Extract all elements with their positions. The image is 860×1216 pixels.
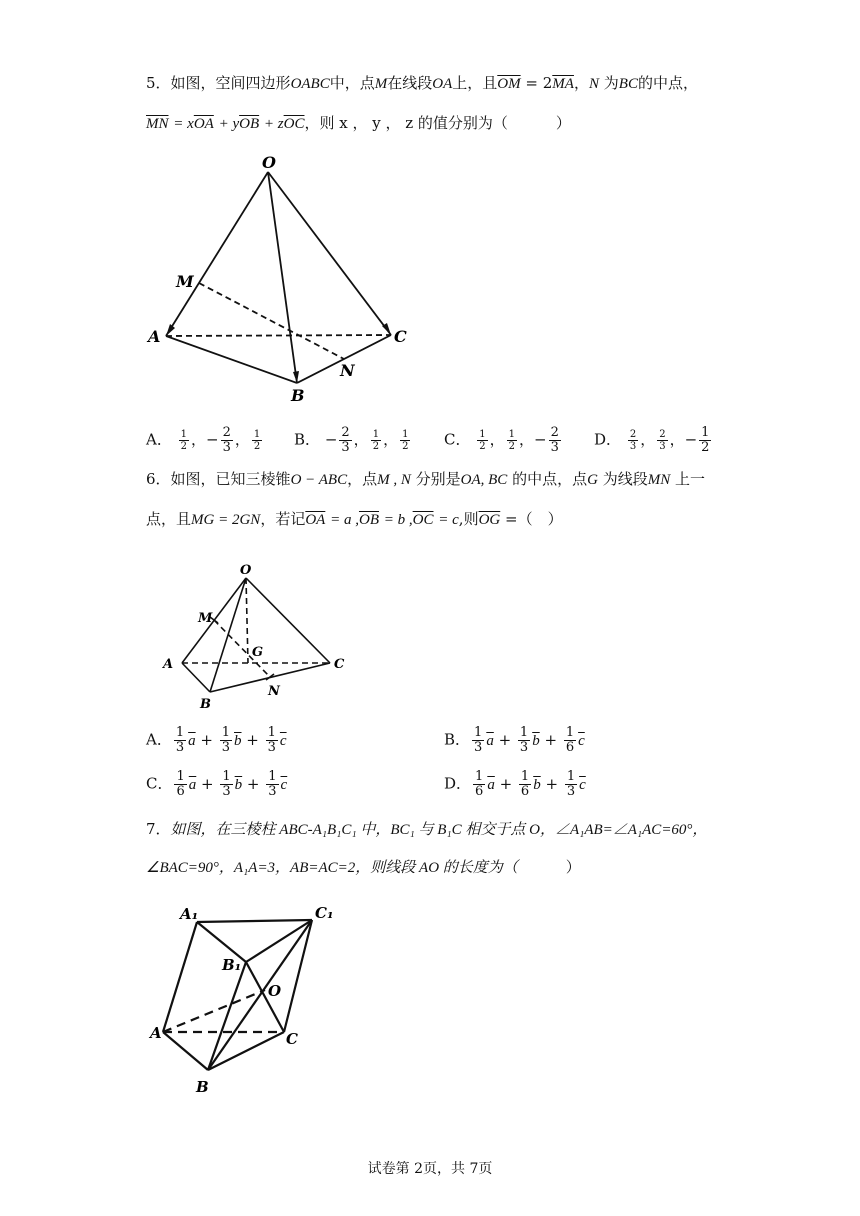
q5-label-c: C	[394, 327, 407, 346]
q6-label-b: B	[200, 697, 211, 712]
q6-option-d[interactable]: D． $\frac{1}{6}$ $\overline{a}$ + $\frac{1}{6}$ $\overline{b}$ + $\frac{1}{3}$ $\overline{c}$	[444, 769, 586, 799]
q6-label-m: M	[198, 611, 213, 626]
q7-label-c1: C₁	[315, 904, 334, 922]
q5-option-c[interactable]: C． $\frac{1}{2}$ ， $\frac{1}{2}$ ，− $\frac{2}{3}$	[444, 425, 559, 455]
coefficient-fraction: $\frac{1}{3}$	[474, 725, 483, 755]
q7-label-o: O	[268, 982, 282, 1000]
q5-label-b: B	[291, 386, 305, 405]
coefficient-fraction: $\frac{1}{6}$	[176, 769, 185, 799]
coefficient-fraction: $\frac{1}{3}$	[267, 725, 276, 755]
q6-option-a[interactable]: A． $\frac{1}{3}$ $\overline{a}$ + $\frac{1}{3}$ $\overline{b}$ + $\frac{1}{3}$ $\overline{c}$	[146, 725, 287, 755]
coefficient-fraction: $\frac{1}{3}$	[519, 725, 529, 755]
q6-label-g: G	[252, 645, 264, 660]
q5-option-b[interactable]: B． − $\frac{2}{3}$ ， $\frac{1}{2}$ ， $\frac{1}{2}$	[294, 425, 409, 455]
q6-option-c[interactable]: C． $\frac{1}{6}$ $\overline{a}$ + $\frac{1}{3}$ $\overline{b}$ + $\frac{1}{3}$ $\overline{c}$	[146, 769, 288, 799]
q6-option-b[interactable]: B． $\frac{1}{3}$ $\overline{a}$ + $\frac{1}{3}$ $\overline{b}$ + $\frac{1}{6}$ $\overline{c}$	[444, 725, 585, 755]
coefficient-fraction: $\frac{1}{3}$	[175, 725, 185, 755]
coefficient-fraction: $\frac{1}{3}$	[222, 769, 231, 799]
q5-line1: 5．如图，空间四边形OABC中，点M在线段OA上，且$\overline{OM} = 2\overline{MA}$，N 为BC的中点，	[146, 74, 698, 92]
coefficient-fraction: $\frac{1}{3}$	[268, 769, 277, 799]
coefficient-fraction: $\frac{1}{3}$	[221, 725, 231, 755]
q5-line2: $\overline{MN} = x\overline{OA} + y\overline{OB} + z\overline{OC}$，则 x ， y ， z 的值分别为（ ）	[146, 114, 571, 132]
q5-label-m: M	[176, 272, 194, 291]
page-footer: 试卷第 2页，共 7页	[367, 1161, 493, 1177]
coefficient-fraction: $\frac{1}{6}$	[565, 725, 575, 755]
q5-label-o: O	[262, 153, 276, 172]
q5-option-d[interactable]: D． $\frac{2}{3}$ ， $\frac{2}{3}$ ，− $\frac{1}{2}$	[594, 425, 710, 455]
q7-label-c: C	[286, 1030, 298, 1048]
q6-label-c: C	[334, 657, 345, 672]
q6-label-o: O	[240, 563, 252, 578]
q6-line2: 点，且MG = 2GN，若记$\overline{OA} = a$ $,\overline{OB} = b$ $,\overline{OC} = c$,则$\overline{OG}$ =（ ）	[146, 510, 563, 528]
q5-label-a: A	[148, 327, 161, 346]
q7-line2: ∠BAC=90°，A₁A=3，AB=AC=2，则线段 AO 的长度为（ ）	[146, 858, 581, 876]
q7-label-b: B	[196, 1078, 209, 1096]
q6-label-n: N	[268, 684, 280, 699]
q7-label-a1: A₁	[180, 905, 199, 923]
q7-label-a: A	[150, 1024, 162, 1042]
q5-label-n: N	[340, 361, 355, 380]
q7-label-b1: B₁	[222, 956, 242, 974]
coefficient-fraction: $\frac{1}{6}$	[475, 769, 484, 799]
q7-line1: 7．如图，在三棱柱 ABC-A₁B₁C₁ 中，BC₁ 与 B₁C 相交于点 O，∠A₁AB=∠A₁AC=60°，	[146, 820, 708, 838]
q6-line1: 6．如图，已知三棱锥O − ABC，点M , N 分别是OA, BC 的中点，点G 为线段MN 上一	[146, 470, 706, 488]
q6-label-a: A	[163, 657, 174, 672]
coefficient-fraction: $\frac{1}{6}$	[520, 769, 530, 799]
coefficient-fraction: $\frac{1}{3}$	[566, 769, 576, 799]
q5-option-a[interactable]: A． $\frac{1}{2}$ ，− $\frac{2}{3}$ ， $\frac{1}{2}$	[146, 425, 261, 455]
